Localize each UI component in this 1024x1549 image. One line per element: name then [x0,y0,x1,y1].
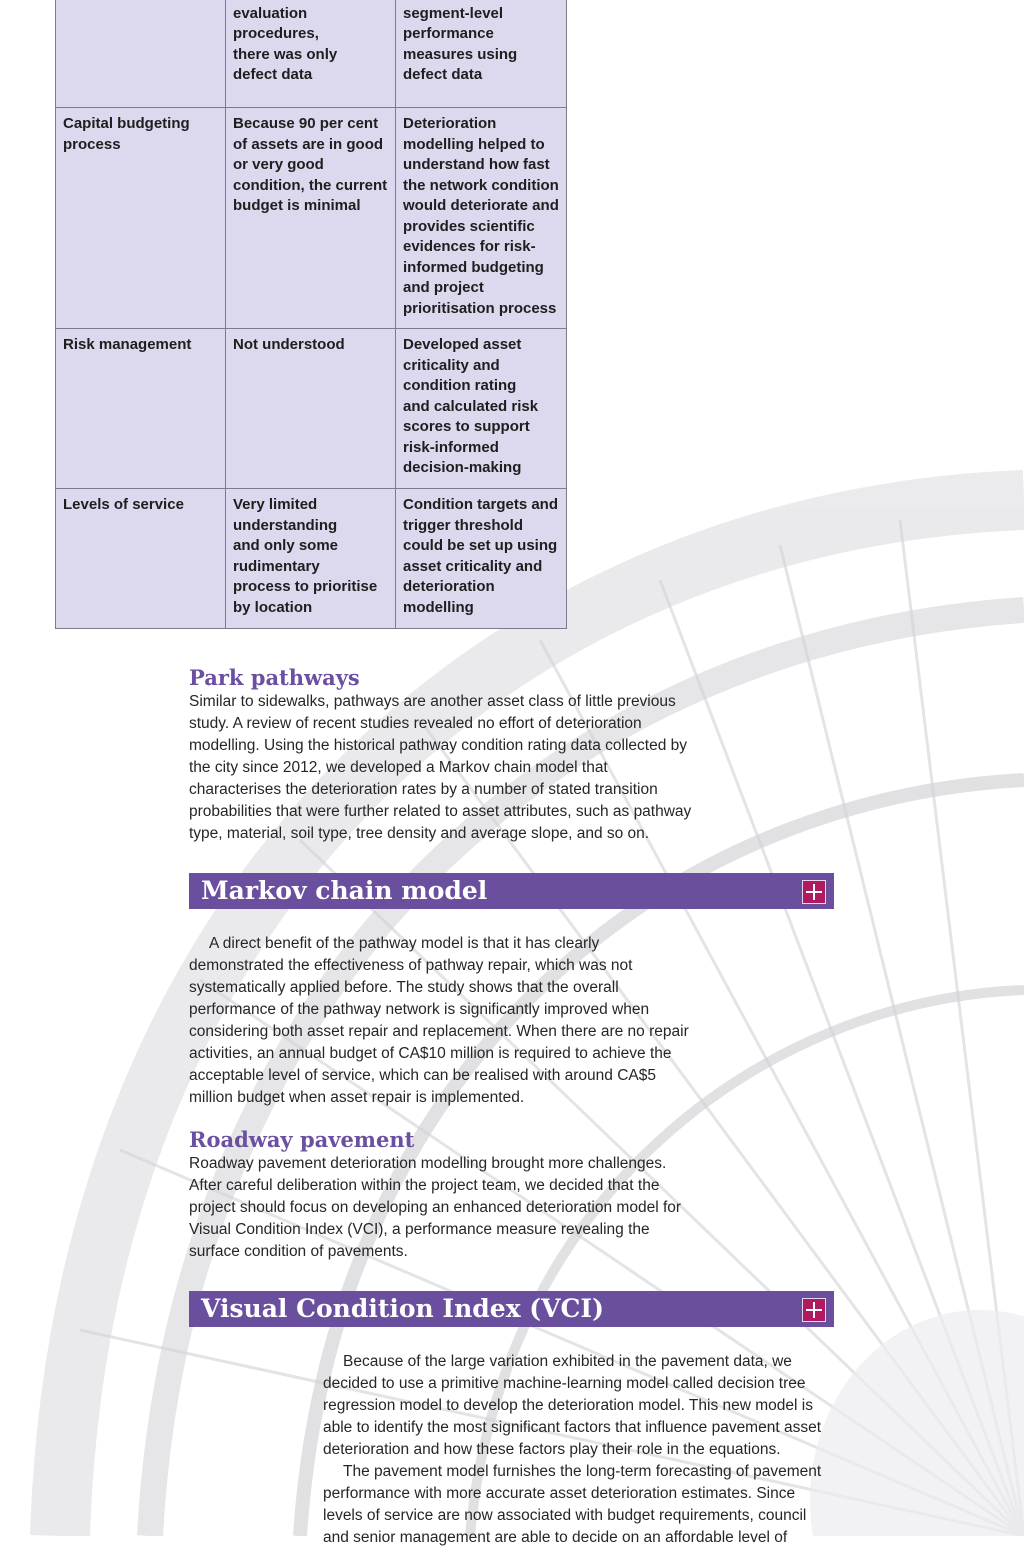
park-pathways-body: Similar to sidewalks, pathways are another asset class of little previous study. A review of recent studies revealed no effort of deterioration modelling. Using the historical pathway condition rating data collected by the city since 2012, we developed a Markov chain model that characterises the deterioration rates by a number of stated transition probabilities that were further related to asset attributes, such as pathway type, material, soil type, tree density and average slope, and so on. [189,693,692,842]
table-row [56,329,567,489]
markov-chain-section [189,933,694,1109]
vci-body-paragraph: The pavement model furnishes the long-term forecasting of pavement performance with more accurate asset deterioration estimates. Since levels of service are now associated with budget requirements, council and senior management are able to decide on an affordable level of [323,1463,822,1546]
vci-body-paragraph: Because of the large variation exhibited in the pavement data, we decided to use a primitive machine-learning model called decision tree regression model to develop the deterioration model. This new model is able to identify the most significant factors that influence pavement asset deterioration and how these factors play their role in the equations. [323,1353,821,1458]
comparison-table [55,0,567,629]
vci-title: Visual Condition Index (VCI) [201,1294,604,1323]
table-row [56,108,567,329]
table-cell: Not understood [226,329,396,489]
table-cell: Because 90 per cent of assets are in good or very good condition, the current budget is minimal [226,108,396,329]
markov-chain-banner[interactable] [189,873,834,909]
table-cell: Very limited understanding and only some rudimentary process to prioritise by location [226,489,396,629]
table-cell: Capital budgeting process [56,108,226,329]
markov-chain-title: Markov chain model [201,876,488,905]
table-row [56,489,567,629]
plus-icon[interactable] [802,880,826,904]
park-pathways-section [189,665,704,845]
roadway-heading: Roadway pavement [189,1127,415,1152]
markov-chain-body: A direct benefit of the pathway model is that it has clearly demonstrated the effectiveness of pathway repair, which was not systematically applied before. The study shows that the overall performance of the pathway network is significantly improved when considering both asset repair and replacement. When there are no repair activities, an annual budget of CA$10 million is required to achieve the acceptable level of service, which can be realised with around CA$5 million budget when asset repair is implemented. [189,935,689,1106]
vci-banner[interactable] [189,1291,834,1327]
table-cell: Risk management [56,329,226,489]
table-cell: segment-level performance measures using defect data [396,0,567,108]
table-cell [56,0,226,108]
table-cell: evaluation procedures, there was only defect data [226,0,396,108]
table-cell: Developed asset criticality and condition rating and calculated risk scores to support risk-informed decision-making [396,329,567,489]
table-cell: Levels of service [56,489,226,629]
park-pathways-heading: Park pathways [189,665,360,690]
roadway-section [189,1127,699,1263]
table-row [56,0,567,108]
plus-icon[interactable] [802,1298,826,1322]
table-cell: Condition targets and trigger threshold could be set up using asset criticality and deterioration modelling [396,489,567,629]
vci-section [323,1351,835,1549]
roadway-body: Roadway pavement deterioration modelling brought more challenges. After careful deliberation within the project team, we decided that the project should focus on developing an enhanced deterioration model for Visual Condition Index (VCI), a performance measure revealing the surface condition of pavements. [189,1155,682,1260]
table-cell: Deterioration modelling helped to understand how fast the network condition would deteriorate and provides scientific evidences for risk- informed budgeting and project prioritisation process [396,108,567,329]
